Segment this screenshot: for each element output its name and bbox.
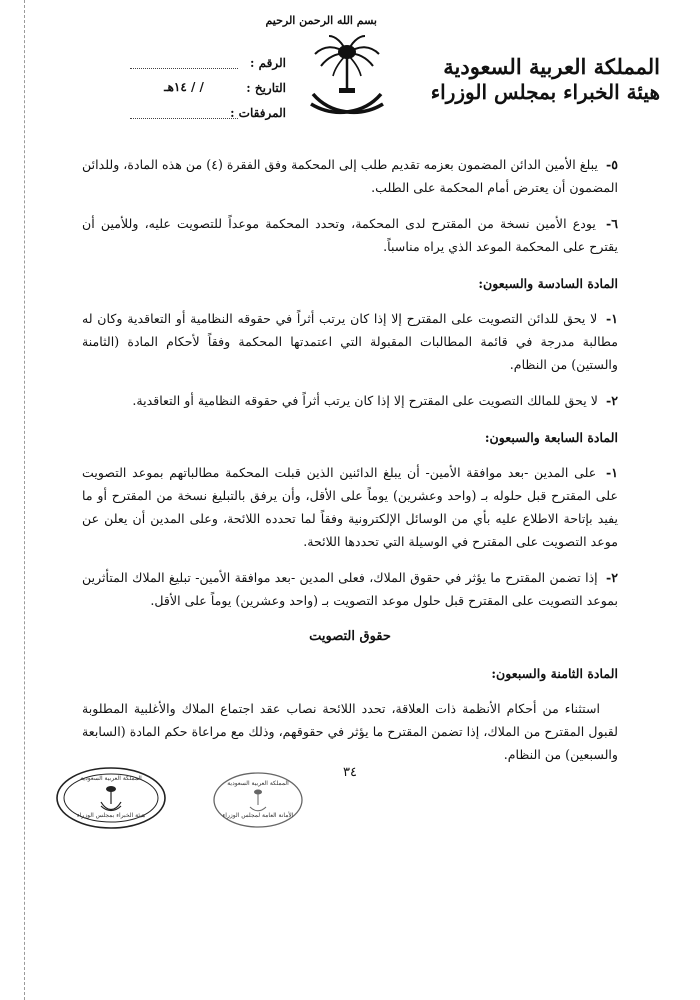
item-number: ٢- [606, 570, 618, 585]
item-number: ٦- [606, 216, 618, 231]
reference-number-row [130, 56, 286, 81]
article-76-paragraph-1 [82, 307, 618, 376]
article-78-paragraph: استثناء من أحكام الأنظمة ذات العلاقة، تحدد اللائحة نصاب عقد اجتماع الملاك والأغلبية المطلوبة لقبول المقترح من الملاك، إذا تضمن المقترح ما يؤثر في حقوقهم، وذلك مع مراعاة حكم المادة (السابعة والسبعين) من النظام. [82, 701, 618, 762]
item-text: لا يحق للمالك التصويت على المقترح إلا إذا كان يرتب أثراً في حقوقه النظامية أو التعاقدية. [132, 393, 598, 408]
item-number: ١- [606, 311, 618, 326]
item-text: إذا تضمن المقترح ما يؤثر في حقوق الملاك، فعلى المدين -بعد موافقة الأمين- تبليغ الملاك المتأثرين بموعد التصويت على المقترح قبل حلول موعد التصويت بـ (واحد وعشرين) يوماً على الأقل. [82, 570, 618, 608]
authority-name: هيئة الخبراء بمجلس الوزراء [430, 80, 660, 105]
seal-top-text: المملكة العربية السعودية [227, 780, 289, 787]
government-name: المملكة العربية السعودية [443, 54, 660, 79]
reference-number-label: الرقم : [250, 56, 286, 70]
saudi-emblem-icon [305, 30, 389, 130]
basmala: بسم الله الرحمن الرحيم [265, 14, 377, 27]
item-number: ٥- [606, 157, 618, 172]
reference-number-line [130, 68, 238, 69]
paragraph-item-6 [82, 212, 618, 258]
date-row [130, 81, 286, 106]
item-number: ١- [606, 465, 618, 480]
article-77-heading: المادة السابعة والسبعون: [484, 430, 618, 445]
section-title: حقوق التصويت [309, 629, 391, 644]
article-76-heading: المادة السادسة والسبعون: [478, 276, 618, 291]
date-value: / / ١٤هـ [130, 80, 238, 94]
item-number: ٢- [606, 393, 618, 408]
authority-seal-stamp [55, 766, 167, 830]
seal-bottom-text: هيئة الخبراء بمجلس الوزراء [76, 812, 146, 819]
article-77-paragraph-1 [82, 461, 618, 553]
government-letterhead [405, 54, 660, 105]
date-label: التاريخ : [246, 81, 286, 95]
seal-top-text: المملكة العربية السعودية [80, 775, 142, 782]
article-78-heading: المادة الثامنة والسبعون: [491, 666, 618, 681]
item-text: على المدين -بعد موافقة الأمين- أن يبلغ الدائنين الذين قبلت المحكمة مطالباتهم بموعد التصويت على المقترح قبل حلوله بـ (واحد وعشرين) يوماً على الأقل، وأن يرفق بالتبليغ نسخة من المقترح أو ما يفيد بإتاحة الاطلاع عليه بأي من الوسائل الإلكترونية وفقاً لما تحدده اللائحة، وعلى المدين أن يعلن عن موعد التصويت على المقترح في الوسيلة التي تحددها اللائحة. [82, 465, 618, 549]
scan-edge-line [24, 0, 25, 1000]
attachments-line [130, 118, 238, 119]
item-text: يودع الأمين نسخة من المقترح لدى المحكمة، وتحدد المحكمة موعداً للتصويت عليه، وللأمين أن يقترح على المحكمة الموعد الذي يراه مناسباً. [82, 216, 618, 254]
attachments-label: المرفقات : [230, 106, 286, 120]
attachments-row [130, 106, 286, 131]
article-76-paragraph-2 [82, 389, 618, 412]
secretariat-seal-stamp [212, 771, 304, 829]
item-text: لا يحق للدائن التصويت على المقترح إلا إذا كان يرتب أثراً في حقوقه النظامية أو التعاقدية وكان له مطالبة مدرجة في قائمة المطالبات المقبولة التي اعتمدتها المحكمة وفقاً لأحكام المادة (الثامنة والستين) من النظام. [82, 311, 618, 372]
page-number: ٣٤ [343, 765, 357, 780]
article-77-paragraph-2 [82, 566, 618, 612]
seal-bottom-text: الأمانة العامة لمجلس الوزراء [222, 812, 294, 819]
reference-block [130, 56, 286, 131]
document-body [82, 153, 618, 779]
item-text: يبلغ الأمين الدائن المضمون بعزمه تقديم طلب إلى المحكمة وفق الفقرة (٤) من هذه المادة، وللدائن المضمون أن يعترض أمام المحكمة على الطلب. [82, 157, 618, 195]
paragraph-item-5 [82, 153, 618, 199]
